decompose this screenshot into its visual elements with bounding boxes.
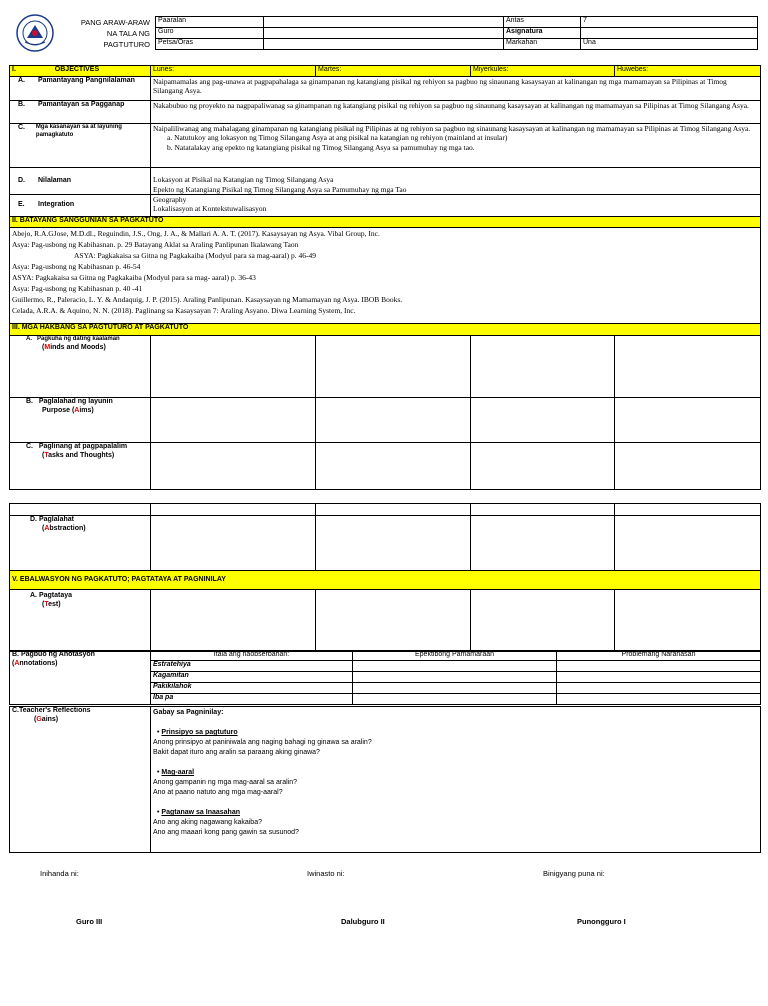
sig-title-punongguro: Punongguro I xyxy=(577,917,626,926)
value-petsa[interactable] xyxy=(264,39,504,50)
ebalwasyon-title: V. EBALWASYON NG PAGKATUTO; PAGTATAYA AT PAGNINILAY xyxy=(10,571,761,590)
day-huwebes: Huwebes: xyxy=(615,66,761,77)
cell-c-lunes[interactable] xyxy=(151,443,316,490)
text-kasanayan: Naipaliliwanag ang mahalagang ginampanan ng katangiang pisikal ng Pilipinas at ng rehiyon sa pagbuo ng sinaunang kasaysayan at kalinangan ng mamamayan sa Pilipinas at Timog Silangang Asya. a. Natutukoy ang lokasyon ng Timog Silangang Asya at ang pisikal na katangian ng rehiyon (mainland at insular) b. Natatalakay ang epekto ng katangiang pisikal ng Timog Silangang Asya sa pamumuhay ng mga tao. xyxy=(151,124,761,168)
cell-a-miyerkules[interactable] xyxy=(471,336,615,398)
cell-b-miyerkules[interactable] xyxy=(471,398,615,443)
field-antas: Antas xyxy=(504,17,581,28)
obs-item-pakikilahok: Pakikilahok xyxy=(151,683,353,694)
cell-c-miyerkules[interactable] xyxy=(471,443,615,490)
label-paglinang: Paglinang at pagpapalalim xyxy=(38,443,128,450)
value-antas[interactable]: 7 xyxy=(581,17,758,28)
cell-c-huwebes[interactable] xyxy=(615,443,761,490)
problems-kagamitan[interactable] xyxy=(557,672,761,683)
annotations-table: B. Pagbuo ng Anotasyon (Annotations) Itala ang naobserbahan: Epektibong Pamamaraan Problemang Naranasan Estratehiya Kagamitan Pakikilahok Iba pa xyxy=(9,650,761,705)
reflection-guide: Gabay sa Pagninilay: • Prinsipyo sa pagtuturo Anong prinsipyo at paniniwala ang naging bahagi ng ginawa sa aralin? Bakit dapat ituro ang aralin sa paraang aking ginawa? • Mag-aaral Anong gampanin ng mga mag-aaral sa aralin? Ano at paano natuto ang mga mag-aaral? • Pagtanaw sa Inaasahan Ano ang aking nagawang kakaiba? Ano ang maaari kong pang gawin sa susunod? xyxy=(151,707,761,853)
text-integration: Geography Lokalisasyon at Kontekstuwalisasyon xyxy=(151,195,761,217)
day-miyerkules: Miyerkules: xyxy=(471,66,615,77)
cell-blank-huwebes[interactable] xyxy=(615,504,761,516)
cell-d-miyerkules[interactable] xyxy=(471,516,615,571)
gabay-title: Gabay sa Pagninilay: xyxy=(153,709,224,716)
field-paaralan: Paaralan xyxy=(156,17,264,28)
cell-a-huwebes[interactable] xyxy=(615,336,761,398)
cell-d-lunes[interactable] xyxy=(151,516,316,571)
cell-test-huwebes[interactable] xyxy=(615,590,761,652)
text-pamantayan-pagganap: Nakabubuo ng proyekto na nagpapaliwanag sa ginampanan ng katangiang pisikal ng rehiyon sa pagbuo ng sinaunang kasaysayan at kalinangan ng mamamayan sa Pilipinas at Timog Silangang Asya. xyxy=(151,101,761,124)
title-line-1: PANG ARAW-ARAW xyxy=(80,18,150,27)
problems-iba-pa[interactable] xyxy=(557,694,761,705)
objective-row-d: D. Nilalaman Lokasyon at Pisikal na Katangian ng Timog Silangang Asya Epekto ng Katangiang Pisikal ng Timog Silangang Asya sa Pamumuhay ng mga Tao xyxy=(10,168,761,195)
label-kasanayan: Mga kasanayan sa at layuning pamagkatuto xyxy=(35,124,122,138)
text-nilalaman: Lokasyon at Pisikal na Katangian ng Timog Silangang Asya Epekto ng Katangiang Pisikal ng Timog Silangang Asya sa Pamumuhay ng mga Tao xyxy=(151,168,761,195)
value-paaralan[interactable] xyxy=(264,17,504,28)
lesson-plan-table-2 xyxy=(9,503,761,652)
objectives-title: I. OBJECTIVES xyxy=(10,66,151,77)
cell-blank-martes[interactable] xyxy=(316,504,471,516)
label-pamantayang-pangnilalaman: Pamantayang Pangnilalaman xyxy=(38,77,135,84)
cell-b-lunes[interactable] xyxy=(151,398,316,443)
field-markahan: Markahan xyxy=(504,39,581,50)
label-pagkuha: Pagkuha ng dating kaalaman xyxy=(37,336,120,342)
sanggunian-list: Abejo, R.A.GJose, M.D.dl., Reguindin, J.S., Ong, J. A., & Mallari A. A. T. (2017). Kasaysayan ng Asya. Vibal Group, Inc. Asya: Pag-usbong ng Kabihasnan. p. 29 Batayang Aklat sa Araling Panlipunan Ikalawang Taon ASYA: Pagkakaisa sa Gitna ng Pagkakaiba (Modyul para sa mag-aaral) p. 46-49 Asya: Pag-usbong ng Kabihasnan p. 46-54 ASYA: Pagkakaisa sa Gitna ng Pagkakaiba (Modyul para sa mag- aaral) p. 36-43 Asya: Pag-usbong ng Kabihasnan p. 40 -41 Guillermo, R., Paleracio, L. Y. & Andaquig, J. P. (2015). Araling Panlipunan. Kasaysayan ng Mamamayan ng Asya. IBOB Books. Celada, A.R.A. & Aquino, N. N. (2018). Paglinang sa Kasaysayan 7: Araling Asyano. Diwa Learning System, Inc. xyxy=(10,228,761,324)
sub-objective-a: a. Natutukoy ang lokasyon ng Timog Silangang Asya at ang pisikal na katangian ng rehiyon (mainland at insular) xyxy=(167,133,508,143)
section-prinsipyo: • Prinsipyo sa pagtuturo xyxy=(157,729,238,736)
effective-pakikilahok[interactable] xyxy=(353,683,557,694)
obs-item-estratehiya: Estratehiya xyxy=(151,661,353,672)
header-info-table xyxy=(155,16,758,50)
obs-item-kagamitan: Kagamitan xyxy=(151,672,353,683)
effective-header: Epektibong Pamamaraan xyxy=(353,651,557,661)
label-paglalahad: Paglalahad ng layunin xyxy=(38,398,113,405)
cell-test-miyerkules[interactable] xyxy=(471,590,615,652)
problems-header: Problemang Naranasan xyxy=(557,651,761,661)
day-martes: Martes: xyxy=(316,66,471,77)
problems-estratehiya[interactable] xyxy=(557,661,761,672)
objectives-header-row xyxy=(10,66,761,77)
cell-a-lunes[interactable] xyxy=(151,336,316,398)
sig-title-guro: Guro III xyxy=(76,917,103,926)
label-anotasyon: B. Pagbuo ng Anotasyon xyxy=(12,651,95,658)
label-pamantayan-pagganap: Pamantayan sa Pagganap xyxy=(38,101,125,108)
label-paglalahat: D. Paglalahat xyxy=(30,516,74,523)
form-title xyxy=(64,17,150,50)
value-guro[interactable] xyxy=(264,28,504,39)
step-row-b: B. Paglalahad ng layunin Purpose (Aims) xyxy=(10,398,761,443)
text-pamantayang-pangnilalaman: Naipamamalas ang pag-unawa at pagpapahalaga sa ginampanan ng katangiang pisikal ng rehiyon sa pagbuo ng sinaunang kasaysayan at kalinangan ng mga mamamayan sa Pilipinas at Timog Silangang Asya. xyxy=(151,77,761,101)
lesson-plan-table xyxy=(9,65,761,490)
objective-row-e: E. Integration Geography Lokalisasyon at Kontekstuwalisasyon xyxy=(10,195,761,217)
deped-seal xyxy=(16,14,54,52)
cell-d-martes[interactable] xyxy=(316,516,471,571)
obs-header: Itala ang naobserbahan: xyxy=(151,651,353,661)
effective-iba-pa[interactable] xyxy=(353,694,557,705)
cell-b-huwebes[interactable] xyxy=(615,398,761,443)
section-pagtanaw: • Pagtanaw sa Inaasahan xyxy=(157,809,240,816)
objective-row-b: B. Pamantayan sa Pagganap Nakabubuo ng proyekto na nagpapaliwanag sa ginampanan ng katangiang pisikal ng rehiyon sa pagbuo ng sinaunang kasaysayan at kalinangan ng mamamayan sa Pilipinas at Timog Silangang Asya. xyxy=(10,101,761,124)
label-integration: Integration xyxy=(38,201,75,209)
day-lunes: Lunes: xyxy=(151,66,316,77)
value-asignatura[interactable] xyxy=(581,28,758,39)
effective-estratehiya[interactable] xyxy=(353,661,557,672)
value-markahan[interactable]: Una xyxy=(581,39,758,50)
field-petsa: Petsa/Oras xyxy=(156,39,264,50)
label-pagtataya: A. Pagtataya xyxy=(30,592,73,599)
cell-test-lunes[interactable] xyxy=(151,590,316,652)
objective-row-a: A. Pamantayang Pangnilalaman Naipamamalas ang pag-unawa at pagpapahalaga sa ginampanan ng katangiang pisikal ng rehiyon sa pagbuo ng sinaunang kasaysayan at kalinangan ng mga mamamayan sa Pilipinas at Timog Silangang Asya. xyxy=(10,77,761,101)
sig-label-binigyang-puna: Binigyang puna ni: xyxy=(543,869,605,878)
step-row-c: C. Paglinang at pagpapalalim (Tasks and Thoughts) xyxy=(10,443,761,490)
section-mag-aaral: • Mag-aaral xyxy=(157,769,195,776)
eval-row-a: A. Pagtataya (Test) xyxy=(10,590,761,652)
sig-title-dalubguro: Dalubguro II xyxy=(341,917,385,926)
sanggunian-title: II. BATAYANG SANGGUNIAN SA PAGKATUTO xyxy=(10,217,761,228)
reflections-table: C.Teacher's Reflections (Gains) Gabay sa Pagninilay: • Prinsipyo sa pagtuturo Anong prinsipyo at paniniwala ang naging bahagi ng ginawa sa aralin? Bakit dapat ituro ang aralin sa paraang aking ginawa? • Mag-aaral Anong gampanin ng mga mag-aaral sa aralin? Ano at paano natuto ang mga mag-aaral? • Pagtanaw sa Inaasahan Ano ang aking nagawang kakaiba? Ano ang maaari kong pang gawin sa susunod? xyxy=(9,706,761,853)
problems-pakikilahok[interactable] xyxy=(557,683,761,694)
objective-row-c: C. Mga kasanayan sa at layuning pamagkatuto Naipaliliwanag ang mahalagang ginampanan ng katangiang pisikal ng Pilipinas at ng rehiyon sa pagbuo ng sinaunang kasaysayan at kalinangan ng mamamayan sa Pilipinas at Timog Silangang Asya. a. Natutukoy ang lokasyon ng Timog Silangang Asya at ang pisikal na katangian ng rehiyon (mainland at insular) b. Natatalakay ang epekto ng katangiang pisikal ng Timog Silangang Asya sa pamumuhay ng mga tao. xyxy=(10,124,761,168)
cell-d-huwebes[interactable] xyxy=(615,516,761,571)
sig-label-inihanda: Inihanda ni: xyxy=(40,869,79,878)
cell-blank-lunes[interactable] xyxy=(151,504,316,516)
cell-a-martes[interactable] xyxy=(316,336,471,398)
cell-c-martes[interactable] xyxy=(316,443,471,490)
step-row-d: D. Paglalahat (Abstraction) xyxy=(10,516,761,571)
title-line-3: PAGTUTURO xyxy=(103,40,150,49)
cell-test-martes[interactable] xyxy=(316,590,471,652)
obs-item-iba-pa: Iba pa xyxy=(151,694,353,705)
label-reflections: C.Teacher's Reflections xyxy=(12,707,91,714)
field-asignatura: Asignatura xyxy=(504,28,581,39)
cell-blank-miyerkules[interactable] xyxy=(471,504,615,516)
sub-objective-b: b. Natatalakay ang epekto ng katangiang pisikal ng Timog Silangang Asya sa pamumuhay ng mga tao. xyxy=(167,142,475,152)
label-nilalaman: Nilalaman xyxy=(38,176,72,184)
sig-label-iwinasto: Iwinasto ni: xyxy=(307,869,345,878)
step-row-a: A. Pagkuha ng dating kaalaman (Minds and Moods) xyxy=(10,336,761,398)
field-guro: Guro xyxy=(156,28,264,39)
cell-b-martes[interactable] xyxy=(316,398,471,443)
title-line-2: NA TALA NG xyxy=(106,29,150,38)
hakbang-title: III. MGA HAKBANG SA PAGTUTURO AT PAGKATUTO xyxy=(10,324,761,336)
effective-kagamitan[interactable] xyxy=(353,672,557,683)
